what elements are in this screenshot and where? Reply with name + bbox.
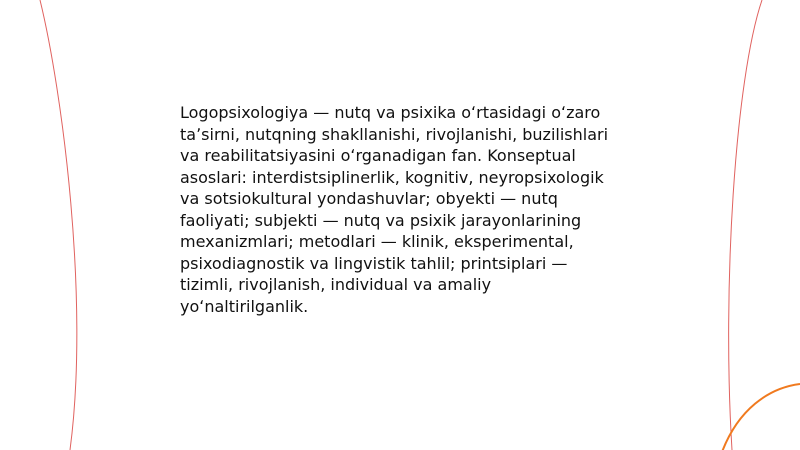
orange-arc: [722, 384, 800, 450]
left-curve: [40, 0, 77, 450]
slide-body-text: Logopsixologiya — nutq va psixika oʻrtasidagi oʻzaro taʼsirni, nutqning shakllanishi, rivojlanishi, buzilishlari va reabilitatsiyasini oʻrganadigan fan. Konseptual asoslari: interdistsiplinerlik, kognitiv, neyropsixologik va sotsiokultural yondashuvlar; obyekti — nutq faoliyati; subjekti — nutq va psixik jarayonlarining mexanizmlari; metodlari — klinik, eksperimental, psixodiagnostik va lingvistik tahlil; printsiplari — tizimli, rivojlanish, individual va amaliy yoʻnaltirilganlik.: [180, 103, 609, 316]
right-curve: [729, 0, 762, 450]
